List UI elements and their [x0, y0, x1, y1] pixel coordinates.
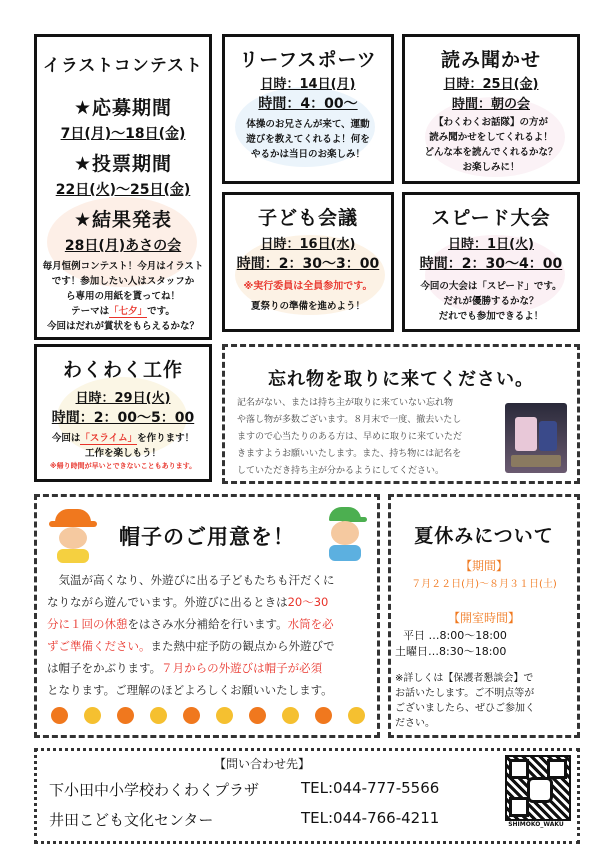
lost-line: していただき持ち主が分かるようにしてください。 — [237, 466, 445, 476]
lost-body — [237, 395, 499, 480]
contest-body — [39, 259, 207, 334]
hat-card — [34, 494, 380, 738]
hat-highlight: 分に１回の休憩 — [47, 617, 128, 631]
leaf-sports-card — [222, 34, 394, 184]
leaf-title: リーフスポーツ — [239, 49, 377, 71]
contest-card — [34, 34, 212, 340]
contest-body-line: です！参加したい人はスタッフか — [51, 276, 195, 287]
summer-note — [395, 671, 575, 731]
saturday-hours: 土曜日…8:30～18:00 — [395, 645, 507, 658]
apply-dates: 7日(月)～18日(金) — [60, 126, 186, 142]
hat-highlight: 水筒を必 — [287, 617, 334, 631]
hat-line — [47, 635, 373, 657]
craft-card — [34, 344, 212, 482]
hat-text: をはさみ水分補給を行います。 — [127, 617, 288, 631]
qr-caption: SHIMOKO_WAKU — [508, 821, 564, 828]
story-card — [402, 34, 580, 184]
story-body-line: どんな本を読んでくれるかな？ — [424, 147, 558, 158]
hat-line — [47, 613, 373, 635]
speed-title: スピード大会 — [431, 207, 551, 229]
speed-card — [402, 192, 580, 332]
kids-date: 日時：16日(水) — [260, 237, 356, 252]
theme-suffix: です。 — [147, 306, 175, 317]
craft-body-line: 工作を楽しもう！ — [84, 448, 161, 459]
story-time: 時間：朝の会 — [451, 97, 530, 112]
contact-title: 【問い合わせ先】 — [213, 757, 310, 771]
hours-heading: 【開室時間】 — [447, 611, 520, 625]
kids-body: 夏祭りの準備を進めよう！ — [250, 301, 365, 312]
sun-icon — [150, 707, 167, 724]
kids-time: 時間：2：30～3：00 — [236, 256, 380, 272]
leaf-body — [227, 117, 389, 162]
hat-line — [47, 591, 373, 613]
craft-date: 日時：29日(火) — [75, 391, 171, 406]
period-heading: 【期間】 — [459, 559, 508, 573]
speed-time: 時間：2：30～4：00 — [419, 256, 563, 272]
sun-icon — [282, 707, 299, 724]
leaf-body-line: やるかは当日のお楽しみ！ — [250, 149, 365, 160]
speed-date: 日時：1日(火) — [448, 237, 534, 252]
summer-card — [388, 494, 580, 738]
kids-note: ※実行委員は全員参加です。 — [243, 281, 373, 292]
theme-value: 「七夕」 — [109, 306, 148, 317]
sun-icon — [315, 707, 332, 724]
story-body-line: お楽しみに！ — [462, 162, 520, 173]
hat-title: 帽子のご用意を！ — [119, 525, 295, 549]
hat-line: 気温が高くなり、外遊びに出る子どもたちも汗だくに — [58, 573, 335, 587]
vote-dates: 22日(火)～25日(金) — [55, 182, 191, 198]
lost-line: きますようお願いいたします。また、持ち物には記名を — [237, 449, 462, 459]
leaf-body-line: 体操のお兄さんが来て、運動 — [246, 119, 370, 130]
summer-note-line: お話いたします。ご不明点等が — [395, 688, 535, 699]
leaf-time: 時間：4：00～ — [258, 96, 358, 112]
craft-note: ※帰り時間が早いとできないこともあります。 — [49, 462, 197, 470]
hat-highlight: 20～30 — [287, 595, 329, 609]
contact-card — [34, 748, 580, 844]
lost-items-photo — [505, 403, 567, 473]
contest-body-line: 毎月恒例コンテスト！今月はイラスト — [42, 261, 204, 272]
child-cap-icon — [321, 507, 369, 563]
hat-body — [47, 569, 373, 701]
sun-icon — [84, 707, 101, 724]
contest-body-line: 今回はだれが賞状をもらえるかな？ — [46, 321, 199, 332]
lost-line: 記名がない、または持ち主が取りに来ていない忘れ物 — [237, 398, 454, 408]
sun-icon — [249, 707, 266, 724]
hat-text: なりながら遊んでいます。外遊びに出るときは — [47, 595, 288, 609]
sun-icon — [51, 707, 68, 724]
craft-time: 時間：2：00～5：00 — [51, 410, 195, 426]
story-body-line: 【わくわくお話隊】の方が — [433, 117, 548, 128]
contest-body-line: ら専用の用紙を貰ってね！ — [65, 291, 180, 302]
summer-note-line: ださい。 — [395, 718, 435, 729]
hat-text: は帽子をかぶります。 — [47, 661, 162, 675]
story-title: 読み聞かせ — [440, 49, 541, 71]
tel-1: TEL:044-777-5566 — [301, 779, 440, 797]
hat-line — [47, 657, 373, 679]
summer-note-line: ※詳しくは【保護者懇談会】で — [395, 673, 534, 684]
contest-title: イラストコンテスト — [42, 56, 204, 76]
contest-theme-line — [39, 304, 207, 319]
sun-decoration-row — [51, 707, 371, 727]
tel-2: TEL:044-766-4211 — [301, 809, 440, 827]
hat-highlight: ずご準備ください。 — [47, 639, 151, 653]
craft-item: 「スライム」 — [80, 433, 138, 444]
summer-title: 夏休みについて — [414, 525, 554, 547]
craft-body — [39, 431, 207, 472]
lost-title: 忘れ物を取りに来てください。 — [268, 369, 534, 390]
kids-meeting-card — [222, 192, 394, 332]
qr-code-icon[interactable] — [505, 755, 571, 821]
speed-body — [407, 279, 575, 324]
result-heading: ★結果発表 — [73, 209, 173, 231]
craft-title: わくわく工作 — [62, 359, 183, 381]
story-body — [407, 115, 575, 175]
speed-body-line: だれでも参加できるよ！ — [438, 311, 544, 322]
story-date: 日時：25日(金) — [443, 77, 539, 92]
lost-items-card — [222, 344, 580, 484]
period-dates: ７月２２日(月)～８月３１日(土) — [411, 579, 557, 590]
speed-body-line: だれが優勝するかな？ — [443, 296, 539, 307]
leaf-body-line: 遊びを教えてくれるよ！何を — [246, 134, 370, 145]
sun-icon — [348, 707, 365, 724]
theme-label: テーマは — [71, 306, 110, 317]
vote-heading: ★投票期間 — [73, 153, 173, 175]
hat-text: また熱中症予防の観点から外遊びで — [150, 639, 335, 653]
lost-line: ますので心当たりのある方は、早めに取りに来ていただ — [237, 432, 463, 442]
craft-text: 今回は — [51, 433, 81, 444]
org-name-2: 井田こども文化センター — [49, 811, 214, 829]
apply-heading: ★応募期間 — [73, 97, 173, 119]
kids-title: 子ども会議 — [257, 207, 358, 229]
sun-icon — [216, 707, 233, 724]
child-hat-icon — [49, 509, 97, 563]
sun-icon — [117, 707, 134, 724]
org-name-1: 下小田中小学校わくわくプラザ — [49, 781, 260, 799]
craft-body-line — [39, 431, 207, 446]
result-date: 28日(月)あさの会 — [64, 238, 182, 254]
speed-body-line: 今回の大会は「スピード」です。 — [420, 281, 562, 292]
hat-line: となります。ご理解のほどよろしくお願いいたします。 — [47, 683, 333, 697]
lost-line: や落し物が多数ございます。８月末で一度、撤去いたし — [237, 415, 462, 425]
summer-note-line: ございましたら、ぜひご参加く — [395, 703, 535, 714]
craft-text: を作ります！ — [137, 433, 195, 444]
leaf-date: 日時：14日(月) — [260, 77, 356, 92]
hat-highlight: ７月からの外遊びは帽子が必須 — [161, 661, 323, 675]
weekday-hours: 平日 …8:00～18:00 — [403, 629, 507, 642]
sun-icon — [183, 707, 200, 724]
story-body-line: 読み聞かせをしてくれるよ！ — [429, 132, 553, 143]
